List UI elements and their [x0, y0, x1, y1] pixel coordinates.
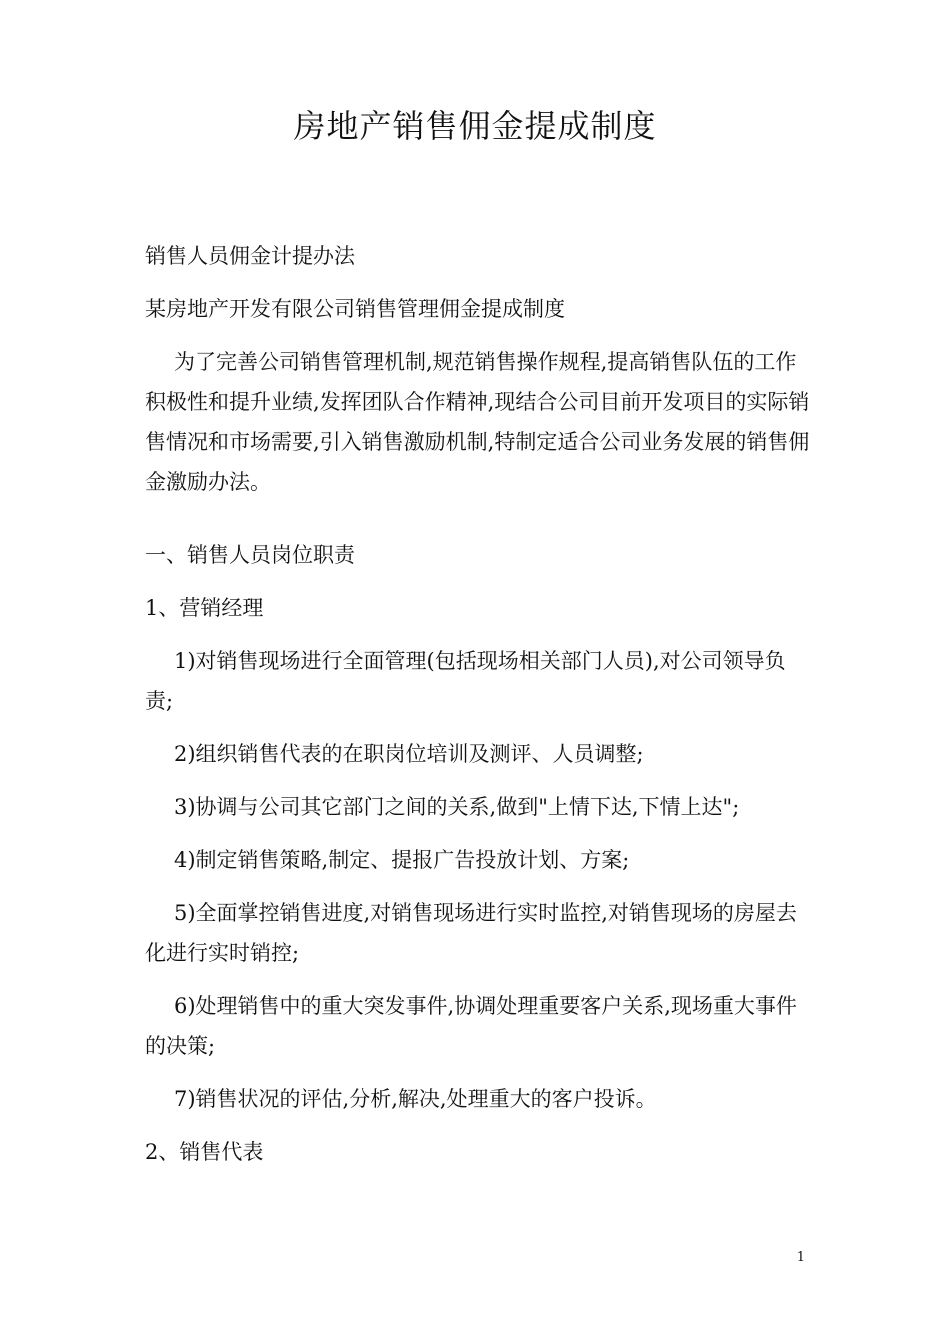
intro-paragraph: 为了完善公司销售管理机制,规范销售操作规程,提高销售队伍的工作积极性和提升业绩,发挥团队合作精神,现结合公司目前开发项目的实际销售情况和市场需要,引入销售激励机制,特制定适合公司业务发展的销售佣金激励办法。 [145, 350, 810, 494]
subtitle-company-policy: 某房地产开发有限公司销售管理佣金提成制度 [145, 297, 565, 321]
page-number: 1 [796, 1250, 805, 1265]
document-body [145, 236, 810, 1185]
duty-item-7: 7)销售状况的评估,分析,解决,处理重大的客户投诉。 [174, 1087, 657, 1111]
duty-item-4: 4)制定销售策略,制定、提报广告投放计划、方案; [174, 848, 630, 872]
duty-item-1: 1)对销售现场进行全面管理(包括现场相关部门人员),对公司领导负责; [145, 649, 786, 713]
section-heading-duties: 一、销售人员岗位职责 [145, 543, 355, 567]
subsection-marketing-manager: 1、营销经理 [145, 596, 264, 620]
document-title: 房地产销售佣金提成制度 [293, 107, 657, 145]
duty-item-5: 5)全面掌控销售进度,对销售现场进行实时监控,对销售现场的房屋去化进行实时销控; [145, 901, 797, 965]
subtitle-commission-method: 销售人员佣金计提办法 [145, 244, 355, 268]
duty-item-2: 2)组织销售代表的在职岗位培训及测评、人员调整; [174, 742, 644, 766]
duty-item-6: 6)处理销售中的重大突发事件,协调处理重要客户关系,现场重大事件的决策; [145, 994, 797, 1058]
subsection-sales-representative: 2、销售代表 [145, 1140, 264, 1164]
duty-item-3: 3)协调与公司其它部门之间的关系,做到"上情下达,下情上达"; [174, 795, 740, 819]
